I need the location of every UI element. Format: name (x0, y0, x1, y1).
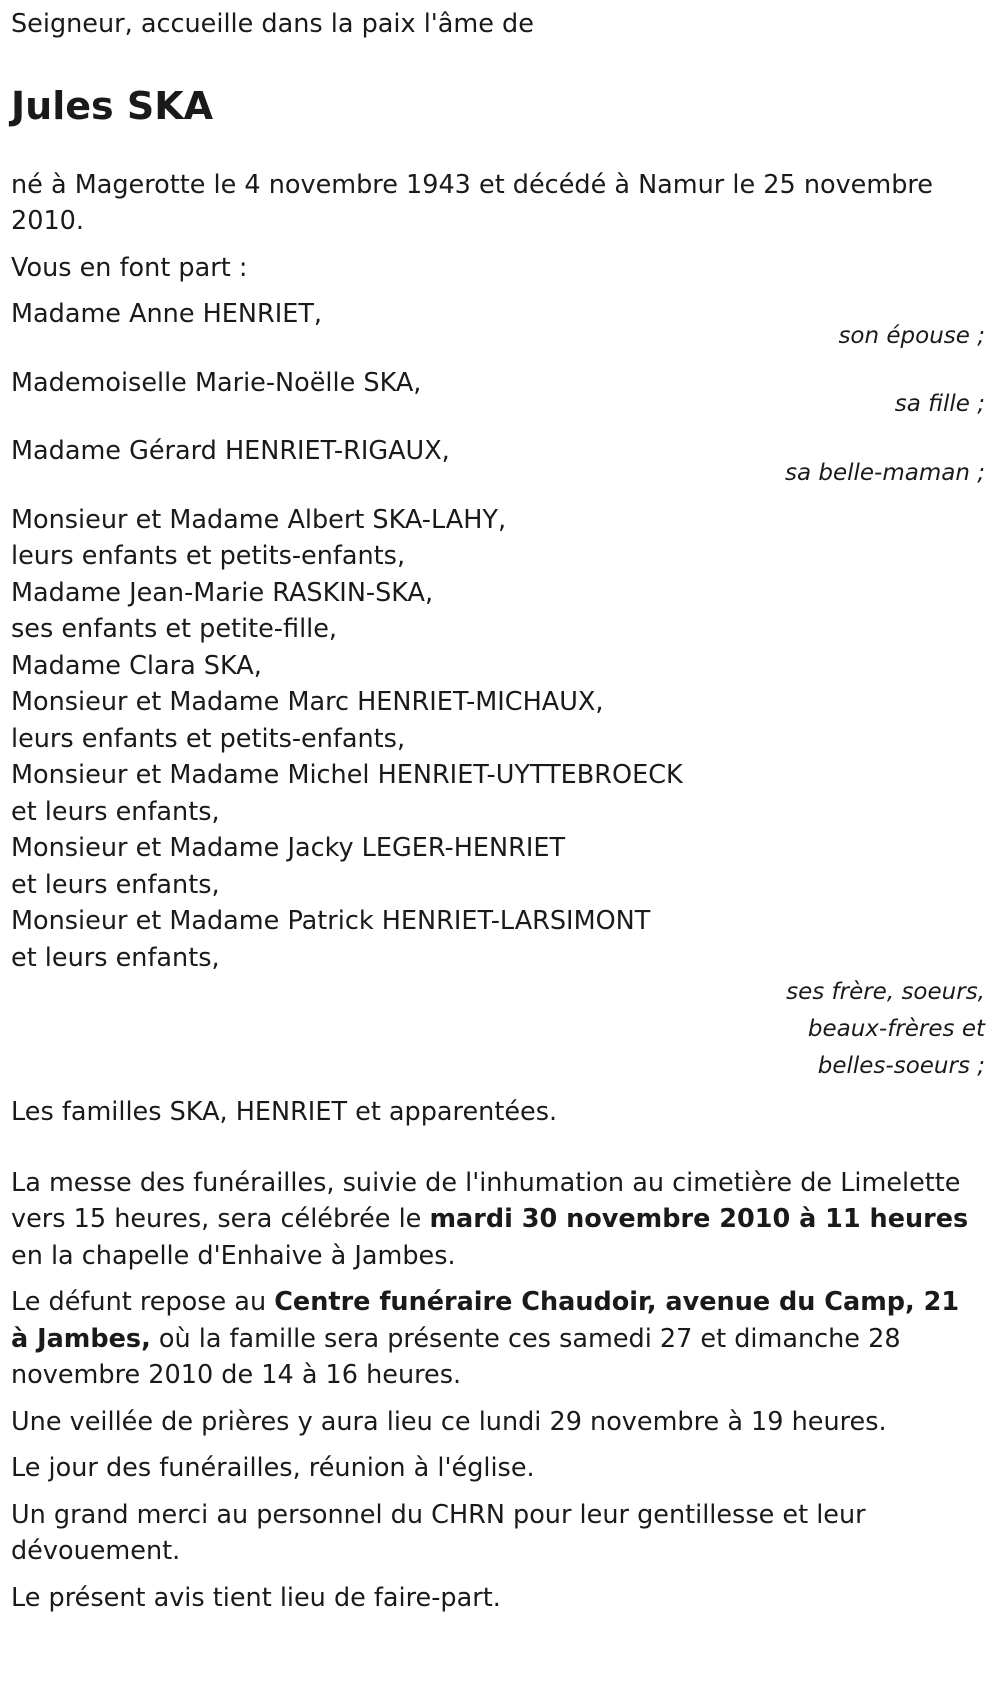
siblings-relation-line: ses frère, soeurs, (786, 979, 985, 1005)
sibling-line: ses enfants et petite-fille, (11, 614, 338, 644)
funeral-mass-date: mardi 30 novembre 2010 à 11 heures (429, 1204, 969, 1234)
notice-line: Le présent avis tient lieu de faire-part. (11, 1582, 501, 1613)
sibling-line: Monsieur et Madame Marc HENRIET-MICHAUX, (11, 687, 604, 717)
sibling-line: Madame Jean-Marie RASKIN-SKA, (11, 577, 434, 608)
mother-in-law-relation: sa belle-maman ; (784, 459, 985, 486)
sibling-line: leurs enfants et petits-enfants, (11, 723, 406, 754)
siblings-relation-line: belles-soeurs ; (817, 1053, 985, 1079)
siblings-relation (11, 974, 985, 1085)
funeral-mass-place: en la chapelle d'Enhaive à Jambes. (11, 1240, 456, 1271)
daughter-relation: sa fille ; (894, 391, 985, 417)
sibling-line: Monsieur et Madame Michel HENRIET-UYTTEBROECK (11, 760, 683, 790)
vigil-line: Une veillée de prières y aura lieu ce lundi 29 novembre à 19 heures. (11, 1406, 887, 1437)
sibling-line: Monsieur et Madame Albert SKA-LAHY, (11, 504, 507, 535)
thanks-line: Un grand merci au personnel du CHRN pour leur gentillesse et leur dévouement. (11, 1499, 866, 1566)
deceased-name: Jules SKA (11, 83, 214, 128)
spouse-relation: son épouse ; (838, 322, 985, 349)
rest-hours: où la famille sera présente ces samedi 27 et dimanche 28 novembre 2010 de 14 à 16 heures. (11, 1323, 901, 1390)
funeral-mass-text: La messe des funérailles, suivie de l'inhumation au cimetière de Limelette vers 15 heures, sera célébrée le (11, 1167, 961, 1234)
sibling-line: et leurs enfants, (11, 796, 220, 827)
sibling-line: Madame Clara SKA, (11, 650, 262, 681)
siblings-relation-line: beaux-frères et (807, 1016, 985, 1042)
sibling-line: Monsieur et Madame Jacky LEGER-HENRIET (11, 833, 566, 863)
intro-line: Seigneur, accueille dans la paix l'âme de (11, 9, 534, 39)
sibling-line: et leurs enfants, (11, 942, 220, 973)
sibling-line: leurs enfants et petits-enfants, (11, 541, 406, 571)
spouse-name: Madame Anne HENRIET, (11, 299, 323, 329)
daughter-name: Mademoiselle Marie-Noëlle SKA, (11, 367, 422, 398)
families-line: Les familles SKA, HENRIET et apparentées. (11, 1097, 558, 1127)
rest-text: Le défunt repose au (11, 1287, 275, 1317)
meeting-line: Le jour des funérailles, réunion à l'église. (11, 1453, 535, 1483)
announce-line: Vous en font part : (11, 252, 248, 283)
mother-in-law-name: Madame Gérard HENRIET-RIGAUX, (11, 436, 450, 466)
rest-location: Centre funéraire Chaudoir, avenue du Camp, 21 à Jambes, (11, 1287, 960, 1354)
sibling-line: et leurs enfants, (11, 869, 220, 900)
funeral-mass-paragraph (11, 1165, 985, 1275)
rest-paragraph (11, 1284, 985, 1394)
sibling-line: Monsieur et Madame Patrick HENRIET-LARSIMONT (11, 906, 651, 936)
siblings-list (11, 502, 985, 977)
birth-death-line: né à Magerotte le 4 novembre 1943 et décédé à Namur le 25 novembre 2010. (11, 169, 933, 236)
